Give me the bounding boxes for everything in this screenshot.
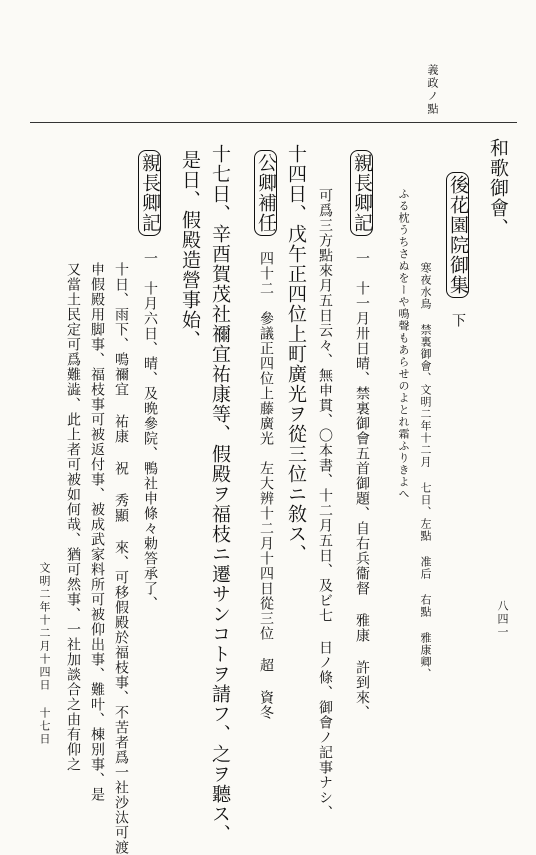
text-column bbox=[446, 172, 469, 328]
text-column: 申假殿用脚事、福枝事可被返付事、被成武家料所可被仰出事、難叶、棟別事、是 bbox=[89, 262, 105, 802]
source-title: 後花園院御集 bbox=[446, 172, 469, 298]
column-text: 一 十月六日、晴、及晩參院、鴨社申條々勅答承了、 bbox=[142, 236, 158, 611]
text-column bbox=[138, 150, 161, 611]
page-number: 八四一 bbox=[496, 600, 509, 639]
text-column: 十七日、辛酉賀茂社禰宜祐康等、假殿ヲ福枝ニ遷サンコトヲ請フ、之ヲ聽ス、 bbox=[209, 144, 231, 844]
text-column: 可爲三方點來月五日云々、無申貫、〇本書、十二月五日、及ビ七 日ノ條、御會ノ記事ナシ、 bbox=[317, 188, 333, 820]
text-column: 十日、雨下、鳴禰宜 祐康 祝 秀顯 來、可移假殿於福枝事、不苦者爲一社沙汰可渡 bbox=[113, 262, 129, 855]
running-head: 義政ノ點 bbox=[426, 64, 439, 116]
text-column bbox=[350, 150, 373, 720]
text-column: 寒夜水鳥 禁裏御會、文明二年十二月 七日、左點 准后 右點 雅康卿、 bbox=[419, 262, 432, 680]
footer-date: 文明二年十二月十四日 十七日 bbox=[38, 562, 51, 746]
column-text: 下 bbox=[450, 298, 466, 328]
header-rule bbox=[30, 122, 517, 123]
source-title: 親長卿記 bbox=[350, 150, 373, 236]
text-column: 又當土民定可爲難澁、此上者可被如何哉、猶可然事、一社加談合之由有仰之 bbox=[65, 262, 81, 772]
text-column: 是日、假殿造營事始、 bbox=[179, 150, 201, 350]
text-column: 和歌御會、 bbox=[487, 138, 509, 238]
text-column: ふる枕うちさぬをーや鳴聲もあらせのよとれ霜ふりきよへ bbox=[397, 188, 410, 500]
text-column bbox=[254, 150, 277, 720]
column-text: 四十二 參議正四位上藤廣光 左大辨十二月十四日從三位 超 資冬 bbox=[258, 236, 274, 720]
source-title: 親長卿記 bbox=[138, 150, 161, 236]
source-title: 公卿補任 bbox=[254, 150, 277, 236]
column-text: 一 十一月卅日晴、禁裏御會五首御題、自右兵衞督 雅康 許到來、 bbox=[354, 236, 370, 720]
text-column: 十四日、戊午正四位上町廣光ヲ從三位ニ敘ス、 bbox=[285, 144, 307, 564]
